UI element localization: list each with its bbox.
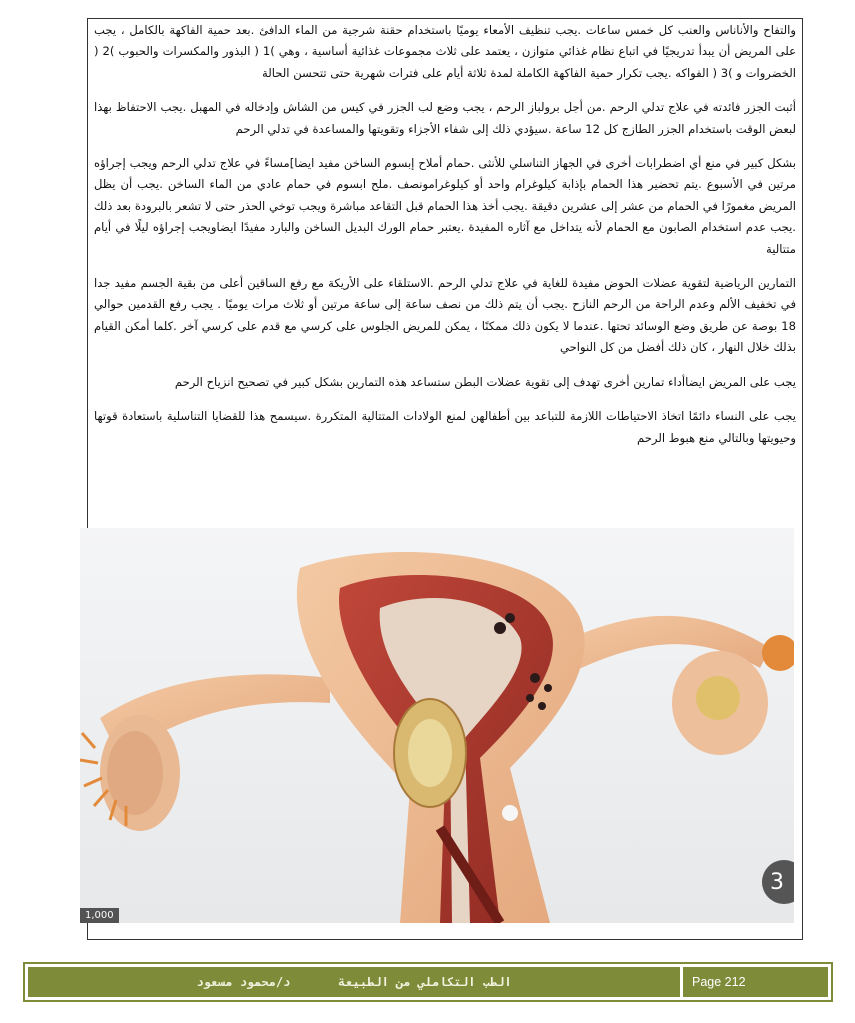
paragraph-4: التمارين الرياضية لتقوية عضلات الحوض مفيدة للغاية في علاج تدلي الرحم .الاستلقاء على الأريكة مع رفع الساقين أعلى من بقية الجسم مفيد جدا في تخفيف الألم وعدم الراحة من الرحم النازح .يجب أن يتم ذلك من نصف ساعة إلى ساعة مرتين أو ثلاث مرات يوميًا . يجب رفع القدمين حوالي 18 بوصة عن طريق وضع الوسائد تحتها .عندما لا يكون ذلك ممكنًا ، يمكن للمريض الجلوس على كرسي مع قدم على كرسي آخر .كلما أمكن القيام بذلك خلال النهار ، كان ذلك أفضل من كل النواحي [94, 276, 796, 355]
page-number: Page 212 [692, 975, 746, 989]
article-body [94, 20, 796, 520]
paragraph-6: يجب على النساء دائمًا اتخاذ الاحتياطات اللازمة للتباعد بين أطفالهن لمنع الولادات المتتالية المتكررة .سيسمح هذا للقضايا التناسلية باستعادة قوتها وحيويتها وبالتالي منع هبوط الرحم [94, 409, 796, 445]
uterus-model-illustration [80, 528, 794, 923]
footer-band [28, 967, 828, 997]
paragraph-2: أثبت الجزر فائدته في علاج تدلي الرحم .من أجل برولباز الرحم ، يجب وضع لب الجزر في كيس من الشاش وإدخاله في المهبل .يجب الاحتفاظ بهذا لبعض الوقت باستخدام الجزر الطازج كل 12 ساعة .سيؤدي ذلك إلى شفاء الأجزاء وتقويتها والمساعدة في تدلي الرحم [94, 100, 796, 136]
book-title: الطب التكاملي من الطبيعة [338, 975, 512, 989]
footer-divider [680, 967, 683, 997]
uterus-model-image [80, 528, 794, 923]
page-footer [23, 962, 833, 1002]
paragraph-5: يجب على المريض ايضاأداء تمارين أخرى تهدف إلى تقوية عضلات البطن ستساعد هذه التمارين بشكل كبير في تصحيح انزياح الرحم [174, 374, 796, 389]
paragraph-3: بشكل كبير في منع أي اضطرابات أخرى في الجهاز التناسلي للأنثى .حمام أملاح إبسوم الساخن مفيد ايضا]مساءً في علاج تدلي الرحم ويجب إجراؤه مرتين في الأسبوع .يتم تحضير هذا الحمام بإذابة كيلوغرام واحد أو كيلوغرامونصف .ملح ابسوم في حمام عادي من الماء الساخن .يجب أن يظل المريض مغمورًا في الحمام من عشر إلى عشرين دقيقة .يجب أخذ هذا الحمام قبل التقاعد مباشرة ويجب توخي الحذر حتى لا تشعر بالبرودة بعد ذلك .يجب عدم استخدام الصابون مع الحمام لأنه يتداخل مع آثاره المفيدة .يعتبر حمام الورك البديل الساخن والبارد مفيدًا ايضاويجب إجراؤه ليلًا في أيام متتالية [94, 156, 796, 256]
paragraph-1: والتفاح والأناناس والعنب كل خمس ساعات .يجب تنظيف الأمعاء يوميًا باستخدام حقنة شرجية من الماء الدافئ .بعد حمية الفاكهة بالكامل ، يجب على المريض أن يبدأ تدريجيًا في اتباع نظام غذائي متوازن ، يعتمد على ثلاث مجموعات غذائية أساسية ، وهي )1 ( البذور والمكسرات والحبوب )2 ( الخضروات و )3 ( الفواكه .يجب تكرار حمية الفاكهة الكاملة لمدة ثلاثة أيام على فترات شهرية حتى تتحسن الحالة [94, 23, 796, 80]
author-name: د/محمود مسعود [196, 975, 291, 989]
footer-title [28, 967, 680, 997]
gallery-next-button[interactable]: 3 [762, 860, 794, 904]
image-size-badge: 1,000 [80, 908, 119, 923]
